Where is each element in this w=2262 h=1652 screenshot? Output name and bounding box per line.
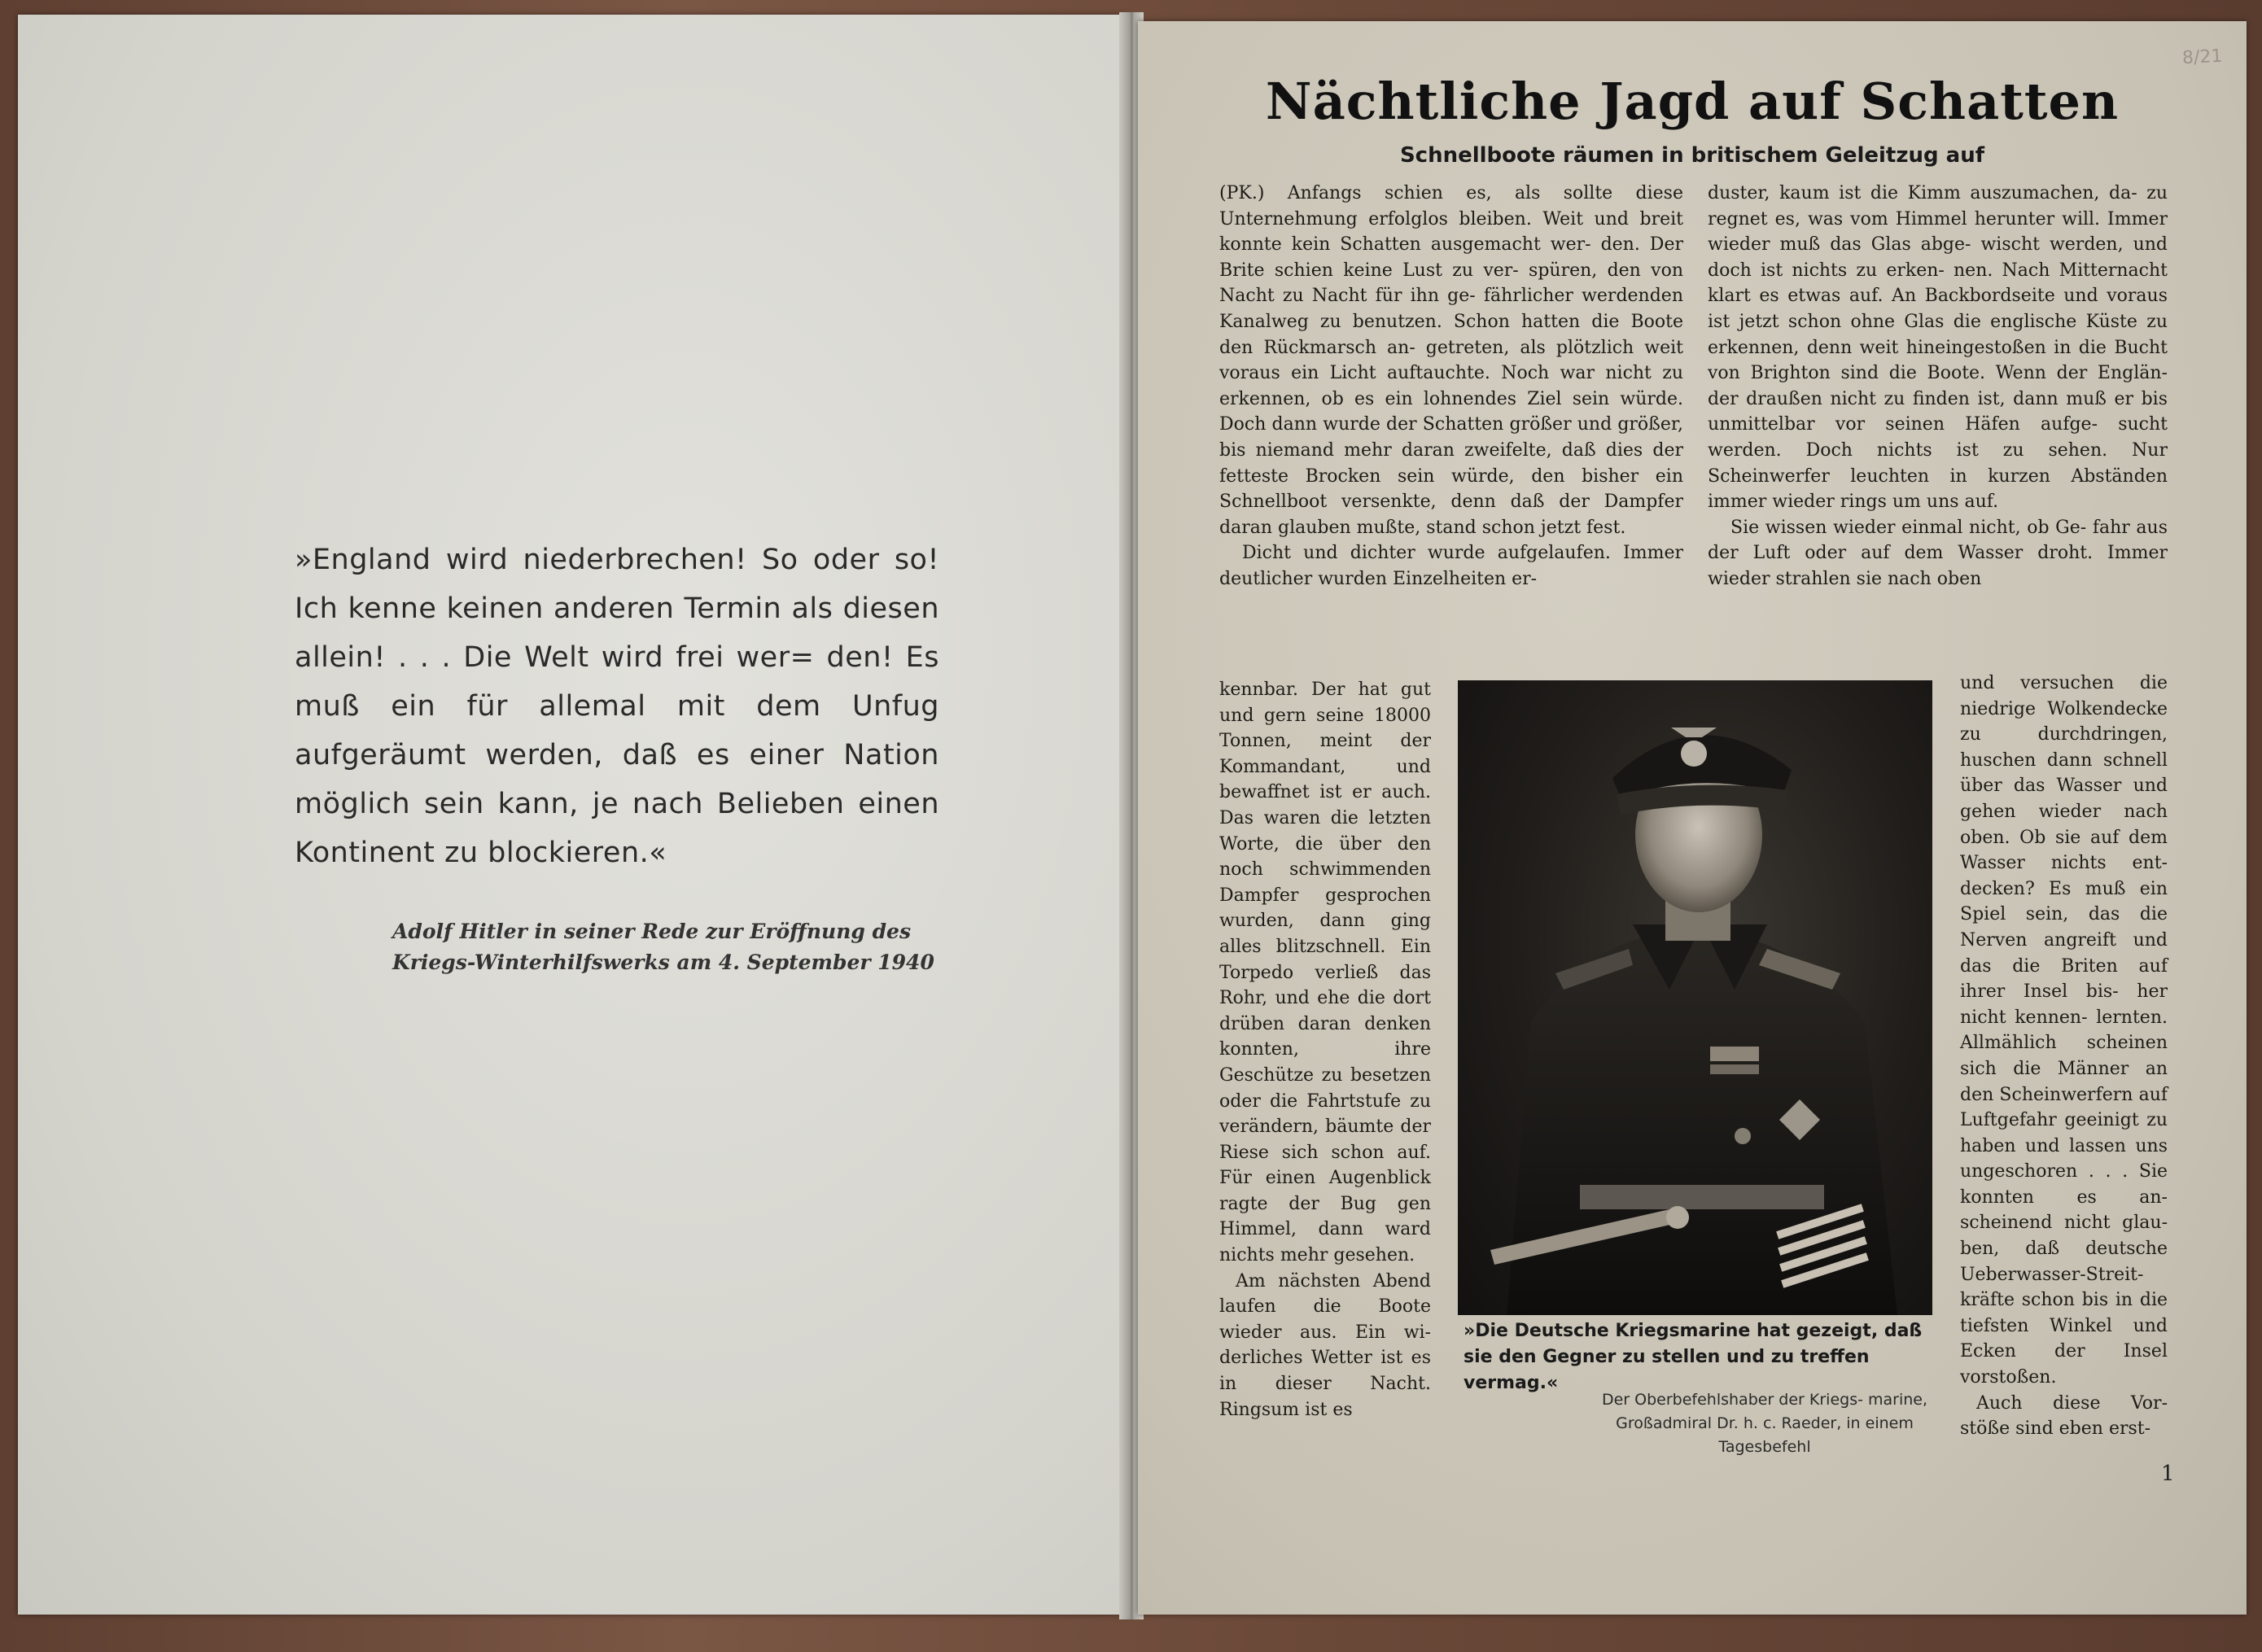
article-subheadline: Schnellboote räumen in britischem Geleitzug auf bbox=[1399, 143, 1985, 168]
article-column-right bbox=[1708, 181, 2168, 592]
portrait-illustration bbox=[1458, 680, 1932, 1315]
pencil-annotation: 8/21 bbox=[2181, 46, 2223, 69]
quote-attribution bbox=[392, 916, 1011, 978]
page-number: 1 bbox=[2161, 1462, 2175, 1486]
photo-caption-quote: »Die Deutsche Kriegsmarine hat gezeigt, daß sie den Gegner zu stellen und zu treffen vermag.« bbox=[1464, 1321, 1923, 1393]
paragraph: duster, kaum ist die Kimm auszumachen, da- zu regnet es, was vom Himmel herunter will. Immer wieder muß das Glas abge- wischt werden, und doch ist nichts zu erken- nen. Nach Mitternacht klart es etwas auf. An Backbordseite und voraus ist jetzt schon ohne Glas die englische Küste zu erkennen, denn weit hineingestoßen in die Bucht von Brighton sind die Boote. Wenn der Englän- der draußen nicht zu finden ist, dann muß er bis unmittelbar vor seinen Häfen aufge- sucht werden. Doch nichts ist zu sehen. Nur Scheinwerfer leuchten in kurzen Abständen immer wieder rings um uns auf. bbox=[1708, 183, 2168, 513]
article-column-left-narrow bbox=[1219, 677, 1431, 1423]
quote-attribution-line: Adolf Hitler in seiner Rede zur Eröffnung des bbox=[392, 920, 912, 943]
paragraph: Sie wissen wieder einmal nicht, ob Ge- fahr aus der Luft oder auf dem Wasser droht. Immer wieder strahlen sie nach oben bbox=[1708, 517, 2168, 589]
article-headline: Nächtliche Jagd auf Schatten bbox=[1265, 72, 2120, 131]
quote-attribution-line: Kriegs-Winterhilfswerks am 4. September 1940 bbox=[392, 951, 934, 974]
paragraph: und versuchen die niedrige Wolkendecke zu durchdringen, huschen dann schnell über das Wasser und gehen wieder nach oben. Ob sie auf dem Wasser nichts ent- decken? Es muß ein Spiel sein, das die Nerven angreift und das die Briten auf ihrer Insel bis- her nicht kennen- lernten. Allmählich scheinen sich die Männer an den Scheinwerfern auf Luftgefahr geeinigt zu haben und lassen uns ungeschoren . . . Sie konnten es an- scheinend nicht glau- ben, daß deutsche Ueberwasser-Streit- kräfte schon bis in die tiefsten Winkel und Ecken der Insel vorstoßen. bbox=[1960, 673, 2168, 1388]
paragraph: Auch diese Vor- stöße sind eben erst- bbox=[1960, 1392, 2168, 1440]
article-column-left bbox=[1219, 181, 1683, 592]
paragraph: kennbar. Der hat gut und gern seine 18000 Tonnen, meint der Kommandant, und bewaffnet ist er auch. Das waren die letzten Worte, die über den noch schwimmenden Dampfer gesprochen wurden, dann ging alles blitzschnell. Ein Torpedo verließ das Rohr, und ehe die dort drüben daran denken konnten, ihre Geschütze zu besetzen oder die Fahrtstufe zu verändern, bäumte der Riese sich schon auf. Für einen Augenblick ragte der Bug gen Himmel, dann ward nichts mehr gesehen. bbox=[1219, 680, 1431, 1266]
photo-caption-credit: Der Oberbefehlshaber der Kriegs- marine, Großadmiral Dr. h. c. Raeder, in einem Tagesbefehl bbox=[1601, 1391, 1928, 1456]
article-column-right-narrow bbox=[1960, 671, 2168, 1442]
paragraph: (PK.) Anfangs schien es, als sollte diese Unternehmung erfolglos bleiben. Weit und breit konnte kein Schatten ausgemacht wer- den. Der Brite schien keine Lust zu ver- spüren, den von Nacht zu Nacht für ihn ge- fährlicher werdenden Kanalweg zu benutzen. Schon hatten die Boote den Rückmarsch an- getreten, als plötzlich weit voraus ein Licht auftauchte. Noch war nicht zu erkennen, ob es ein lohnendes Ziel sein würde. Doch dann wurde der Schatten größer und größer, bis niemand mehr daran zweifelte, daß dies der fetteste Brocken sein würde, den bisher ein Schnellboot versenkte, denn daß der Dampfer daran glauben mußte, stand schon jetzt fest. bbox=[1219, 183, 1683, 538]
admiral-portrait-photo bbox=[1458, 680, 1932, 1315]
paragraph: Dicht und dichter wurde aufgelaufen. Immer deutlicher wurden Einzelheiten er- bbox=[1219, 543, 1683, 589]
paragraph: Am nächsten Abend laufen die Boote wieder aus. Ein wi- derliches Wetter ist es in dieser Nacht. Ringsum ist es bbox=[1219, 1270, 1431, 1420]
hitler-quote: »England wird niederbrechen! So oder so! Ich kenne keinen anderen Termin als diesen allein! . . . Die Welt wird frei wer= den! Es muß ein für allemal mit dem Unfug aufgeräumt werden, daß es einer Nation möglich sein kann, je nach Belieben einen Kontinent zu blockieren.« bbox=[295, 544, 939, 869]
right-page bbox=[1138, 21, 2247, 1615]
left-page bbox=[18, 15, 1131, 1615]
